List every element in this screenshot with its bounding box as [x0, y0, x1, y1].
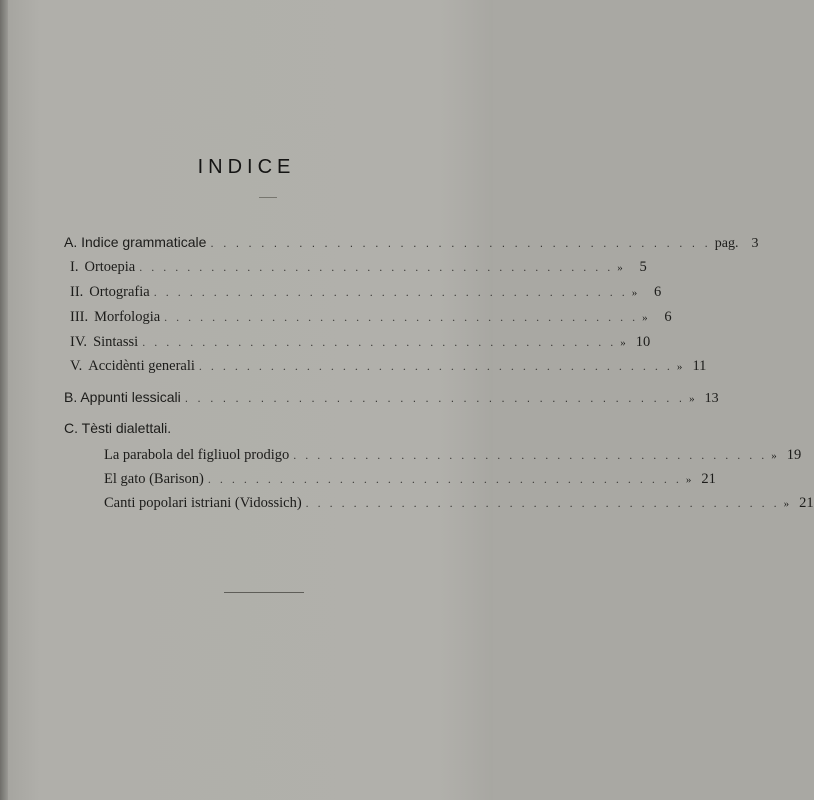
toc-leader-dots: . . . . . . . . . . . . . . . . . . . . . . . . . . . . . . . . . . . . . . . . — [207, 472, 682, 486]
toc-entry-label: B. Appunti lessicali — [64, 389, 181, 405]
toc-page-number: 6 — [664, 309, 672, 325]
toc-entry-label: Ortoepia — [84, 259, 136, 275]
toc-entry-ortoepia — [70, 259, 647, 279]
toc-entry-numeral: IV. — [70, 334, 88, 350]
toc-page-number: 10 — [635, 334, 651, 350]
toc-entry-testi-dialettali — [64, 420, 171, 440]
toc-page-number: 5 — [639, 259, 647, 275]
toc-page-number: 19 — [786, 447, 802, 463]
toc-ditto-mark: » — [689, 393, 695, 405]
toc-page-number: 13 — [704, 391, 719, 406]
toc-entry-appunti-lessicali — [64, 389, 719, 409]
toc-entry-morfologia — [70, 309, 672, 329]
toc-page-number: 21 — [701, 471, 716, 487]
toc-entry-numeral: V. — [70, 358, 83, 374]
toc-ditto-mark: » — [617, 262, 623, 274]
toc-leader-dots: . . . . . . . . . . . . . . . . . . . . . . . . . . . . . . . . . . . . . . . . — [184, 391, 686, 405]
toc-entry-canti-popolari — [104, 495, 814, 515]
toc-leader-dots: . . . . . . . . . . . . . . . . . . . . . . . . . . . . . . . . . . . . . . . . — [142, 335, 617, 349]
toc-ditto-mark: » — [631, 287, 638, 299]
toc-page-number: 11 — [692, 358, 707, 374]
toc-entry-accidenti-generali — [70, 358, 707, 378]
closing-rule — [224, 592, 304, 593]
toc-entry-label: Morfologia — [94, 309, 161, 325]
toc-ditto-mark: » — [685, 474, 692, 486]
toc-entry-label: Ortografia — [89, 284, 150, 300]
toc-entry-label: Accidènti generali — [88, 358, 195, 374]
toc-leader-dots: . . . . . . . . . . . . . . . . . . . . . . . . . . . . . . . . . . . . . . . . — [164, 310, 639, 324]
toc-leader-dots: . . . . . . . . . . . . . . . . . . . . . . . . . . . . . . . . . . . . . . . . — [153, 285, 628, 299]
toc-page-prefix: pag. — [714, 236, 739, 251]
toc-leader-dots: . . . . . . . . . . . . . . . . . . . . . . . . . . . . . . . . . . . . . . . . — [210, 236, 711, 250]
toc-entry-label: Canti popolari istriani (Vidossich) — [104, 495, 302, 511]
toc-entry-label: A. Indice grammaticale — [64, 234, 207, 250]
toc-entry-numeral: II. — [70, 284, 84, 300]
toc-entry-el-gato — [104, 471, 716, 491]
toc-entry-label: C. Tèsti dialettali. — [64, 420, 172, 436]
toc-entry-label: El gato (Barison) — [104, 471, 204, 487]
toc-ditto-mark: » — [642, 312, 648, 324]
toc-ditto-mark: » — [620, 337, 626, 349]
toc-page-number: 21 — [799, 495, 814, 511]
toc-entry-label: Sintassi — [93, 334, 139, 350]
toc-page-number: 3 — [751, 236, 759, 251]
toc-page-number: 6 — [653, 284, 662, 300]
toc-entry-ortografia — [70, 284, 662, 304]
title-rule — [259, 197, 277, 198]
toc-entry-indice-grammaticale — [64, 234, 759, 254]
toc-leader-dots: . . . . . . . . . . . . . . . . . . . . . . . . . . . . . . . . . . . . . . . . — [139, 260, 614, 274]
toc-leader-dots: . . . . . . . . . . . . . . . . . . . . . . . . . . . . . . . . . . . . . . . . — [305, 496, 780, 510]
toc-ditto-mark: » — [783, 498, 790, 510]
page-spine-edge — [0, 0, 8, 800]
toc-entry-sintassi — [70, 334, 651, 354]
toc-entry-parabola — [104, 447, 802, 467]
toc-leader-dots: . . . . . . . . . . . . . . . . . . . . . . . . . . . . . . . . . . . . . . . . — [293, 448, 768, 462]
page-title: INDICE — [197, 156, 296, 178]
toc-entry-numeral: III. — [70, 309, 89, 325]
toc-entry-label: La parabola del figliuol prodigo — [104, 447, 290, 463]
toc-ditto-mark: » — [676, 361, 683, 373]
toc-leader-dots: . . . . . . . . . . . . . . . . . . . . . . . . . . . . . . . . . . . . . . . . — [198, 359, 673, 373]
toc-entry-numeral: I. — [70, 259, 79, 275]
toc-ditto-mark: » — [771, 450, 777, 462]
